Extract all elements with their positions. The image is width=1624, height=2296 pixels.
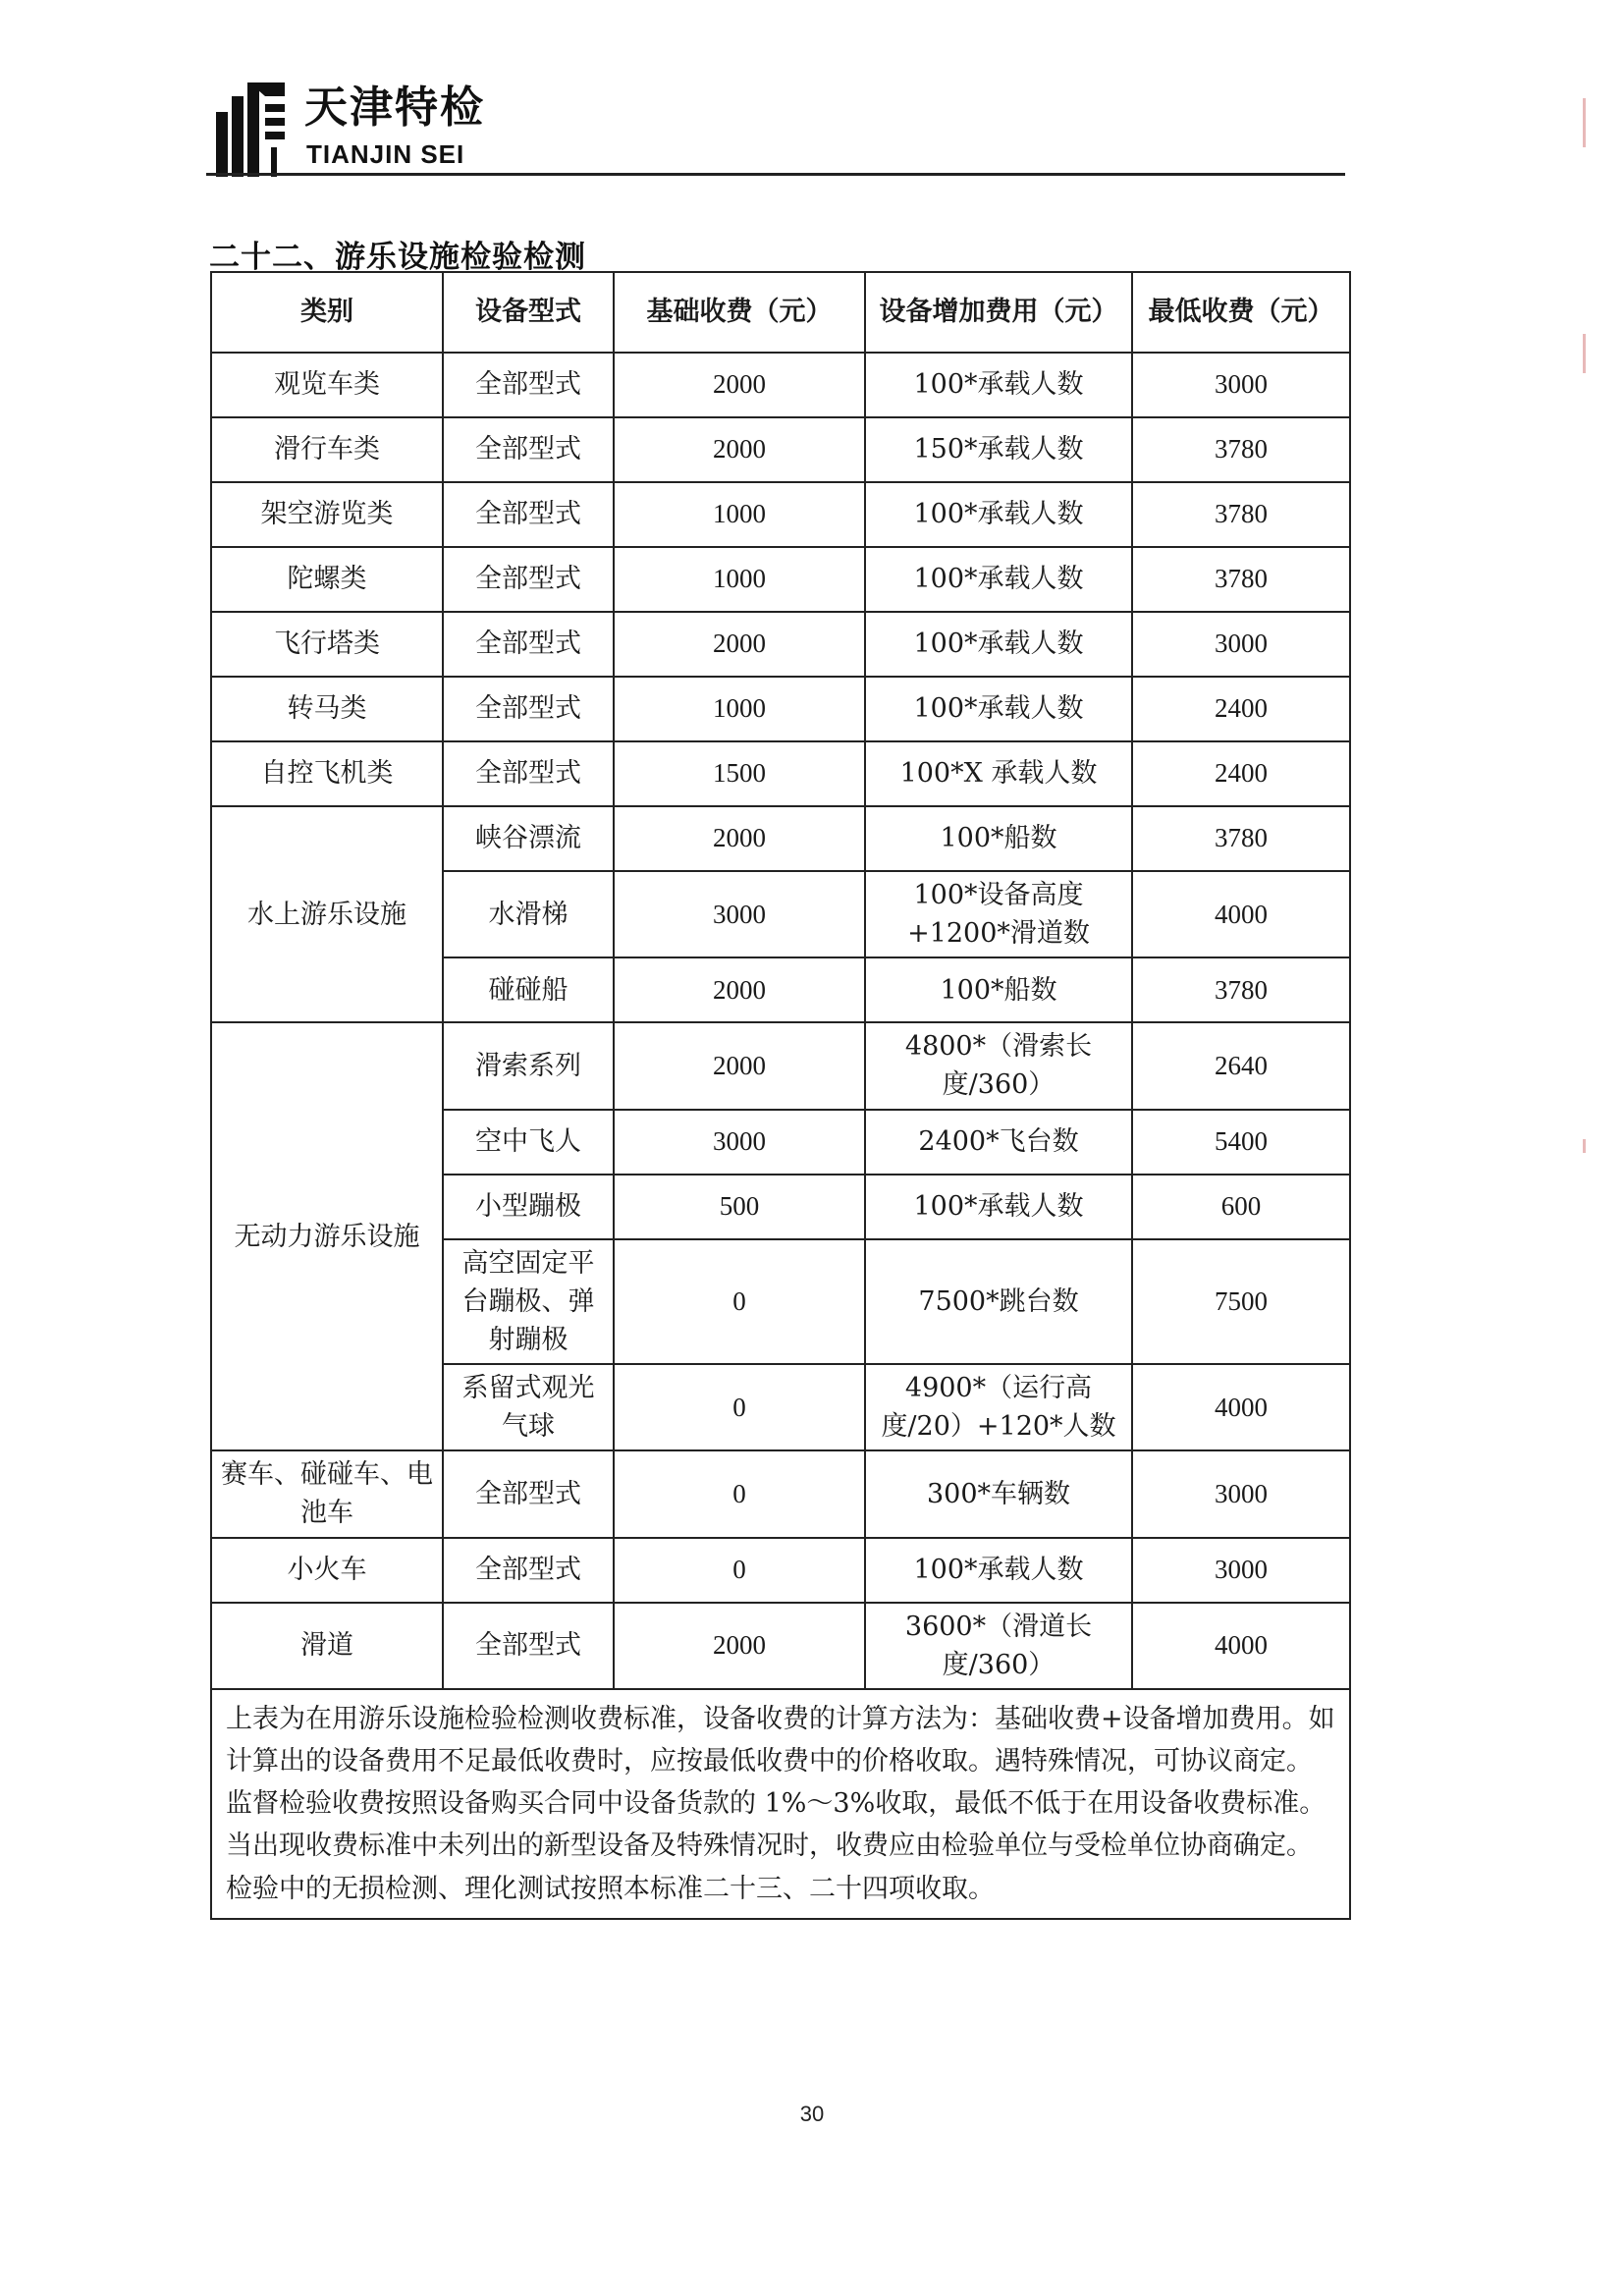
additional-fee-cell: 4900*（运行高度/20）+120*人数 (865, 1364, 1132, 1450)
table-row (211, 1603, 1350, 1689)
minimum-fee-cell: 3000 (1132, 1450, 1350, 1537)
minimum-fee-cell: 4000 (1132, 1603, 1350, 1689)
category-cell: 无动力游乐设施 (211, 1022, 443, 1450)
category-cell: 观览车类 (211, 353, 443, 417)
additional-fee-cell: 300*车辆数 (865, 1450, 1132, 1537)
table-row (211, 741, 1350, 806)
category-cell: 自控飞机类 (211, 741, 443, 806)
base-fee-cell: 3000 (614, 1110, 865, 1175)
header-divider (206, 173, 1345, 176)
base-fee-cell: 1000 (614, 677, 865, 741)
base-fee-cell: 500 (614, 1175, 865, 1239)
additional-fee-cell: 100*承载人数 (865, 677, 1132, 741)
section-title: 二十二、游乐设施检验检测 (209, 240, 586, 275)
type-cell: 全部型式 (443, 677, 614, 741)
minimum-fee-cell: 2640 (1132, 1022, 1350, 1109)
type-cell: 水滑梯 (443, 871, 614, 957)
table-note: 上表为在用游乐设施检验检测收费标准，设备收费的计算方法为：基础收费+设备增加费用。如计算出的设备费用不足最低收费时，应按最低收费中的价格收取。遇特殊情况，可协议商定。监督检验收费按照设备购买合同中设备货款的 1%～3%收取，最低不低于在用设备收费标准。当出现收费标准中未列出的新型设备及特殊情况时，收费应由检验单位与受检单位协商确定。检验中的无损检测、理化测试按照本标准二十三、二十四项收取。 (211, 1689, 1350, 1919)
logo-chinese-text: 天津特检 (304, 82, 485, 133)
base-fee-cell: 1500 (614, 741, 865, 806)
minimum-fee-cell: 2400 (1132, 741, 1350, 806)
additional-fee-cell: 100*承载人数 (865, 353, 1132, 417)
column-header-category: 类别 (211, 272, 443, 353)
minimum-fee-cell: 3780 (1132, 482, 1350, 547)
minimum-fee-cell: 3000 (1132, 353, 1350, 417)
type-cell: 全部型式 (443, 547, 614, 612)
type-cell: 全部型式 (443, 353, 614, 417)
additional-fee-cell: 2400*飞台数 (865, 1110, 1132, 1175)
minimum-fee-cell: 5400 (1132, 1110, 1350, 1175)
minimum-fee-cell: 4000 (1132, 1364, 1350, 1450)
minimum-fee-cell: 3780 (1132, 806, 1350, 871)
scan-edge-mark (1583, 334, 1586, 373)
base-fee-cell: 0 (614, 1538, 865, 1603)
base-fee-cell: 3000 (614, 871, 865, 957)
minimum-fee-cell: 3000 (1132, 1538, 1350, 1603)
column-header-type: 设备型式 (443, 272, 614, 353)
type-cell: 全部型式 (443, 417, 614, 482)
page-header (216, 82, 1343, 181)
category-cell: 转马类 (211, 677, 443, 741)
base-fee-cell: 2000 (614, 612, 865, 677)
minimum-fee-cell: 600 (1132, 1175, 1350, 1239)
category-cell: 飞行塔类 (211, 612, 443, 677)
tianjin-sei-logo-icon (216, 82, 295, 177)
additional-fee-cell: 100*承载人数 (865, 612, 1132, 677)
category-cell: 滑行车类 (211, 417, 443, 482)
column-header-additional-fee: 设备增加费用（元） (865, 272, 1132, 353)
type-cell: 系留式观光气球 (443, 1364, 614, 1450)
table-row (211, 417, 1350, 482)
minimum-fee-cell: 7500 (1132, 1239, 1350, 1364)
table-row (211, 806, 1350, 871)
base-fee-cell: 0 (614, 1364, 865, 1450)
base-fee-cell: 1000 (614, 482, 865, 547)
base-fee-cell: 2000 (614, 417, 865, 482)
table-row (211, 547, 1350, 612)
base-fee-cell: 0 (614, 1239, 865, 1364)
table-row (211, 1450, 1350, 1537)
table-row (211, 677, 1350, 741)
additional-fee-cell: 100*船数 (865, 806, 1132, 871)
additional-fee-cell: 100*承载人数 (865, 1538, 1132, 1603)
minimum-fee-cell: 3780 (1132, 417, 1350, 482)
scan-edge-mark (1583, 98, 1586, 147)
base-fee-cell: 1000 (614, 547, 865, 612)
additional-fee-cell: 100*承载人数 (865, 482, 1132, 547)
type-cell: 峡谷漂流 (443, 806, 614, 871)
type-cell: 全部型式 (443, 482, 614, 547)
type-cell: 小型蹦极 (443, 1175, 614, 1239)
table-row (211, 353, 1350, 417)
base-fee-cell: 2000 (614, 1022, 865, 1109)
column-header-minimum-fee: 最低收费（元） (1132, 272, 1350, 353)
minimum-fee-cell: 4000 (1132, 871, 1350, 957)
additional-fee-cell: 100*承载人数 (865, 1175, 1132, 1239)
category-cell: 滑道 (211, 1603, 443, 1689)
type-cell: 全部型式 (443, 1603, 614, 1689)
page-number: 30 (799, 2102, 825, 2126)
minimum-fee-cell: 2400 (1132, 677, 1350, 741)
table-row (211, 612, 1350, 677)
scan-edge-mark (1583, 1139, 1586, 1153)
table-row (211, 1022, 1350, 1109)
type-cell: 全部型式 (443, 612, 614, 677)
minimum-fee-cell: 3000 (1132, 612, 1350, 677)
base-fee-cell: 2000 (614, 1603, 865, 1689)
category-cell: 水上游乐设施 (211, 806, 443, 1022)
additional-fee-cell: 100*船数 (865, 957, 1132, 1022)
type-cell: 空中飞人 (443, 1110, 614, 1175)
type-cell: 全部型式 (443, 741, 614, 806)
minimum-fee-cell: 3780 (1132, 547, 1350, 612)
base-fee-cell: 2000 (614, 353, 865, 417)
additional-fee-cell: 100*承载人数 (865, 547, 1132, 612)
category-cell: 陀螺类 (211, 547, 443, 612)
base-fee-cell: 0 (614, 1450, 865, 1537)
type-cell: 全部型式 (443, 1450, 614, 1537)
base-fee-cell: 2000 (614, 806, 865, 871)
category-cell: 架空游览类 (211, 482, 443, 547)
additional-fee-cell: 3600*（滑道长度/360） (865, 1603, 1132, 1689)
column-header-base-fee: 基础收费（元） (614, 272, 865, 353)
type-cell: 全部型式 (443, 1538, 614, 1603)
type-cell: 高空固定平台蹦极、弹射蹦极 (443, 1239, 614, 1364)
category-cell: 小火车 (211, 1538, 443, 1603)
additional-fee-cell: 7500*跳台数 (865, 1239, 1132, 1364)
table-header-row (211, 272, 1350, 353)
type-cell: 滑索系列 (443, 1022, 614, 1109)
table-row (211, 482, 1350, 547)
table-note-row (211, 1689, 1350, 1919)
additional-fee-cell: 100*X 承载人数 (865, 741, 1132, 806)
additional-fee-cell: 150*承载人数 (865, 417, 1132, 482)
base-fee-cell: 2000 (614, 957, 865, 1022)
type-cell: 碰碰船 (443, 957, 614, 1022)
fee-table (210, 271, 1351, 1920)
table-row (211, 1538, 1350, 1603)
additional-fee-cell: 100*设备高度+1200*滑道数 (865, 871, 1132, 957)
category-cell: 赛车、碰碰车、电池车 (211, 1450, 443, 1537)
minimum-fee-cell: 3780 (1132, 957, 1350, 1022)
logo-english-text: TIANJIN SEI (306, 139, 465, 169)
additional-fee-cell: 4800*（滑索长度/360） (865, 1022, 1132, 1109)
